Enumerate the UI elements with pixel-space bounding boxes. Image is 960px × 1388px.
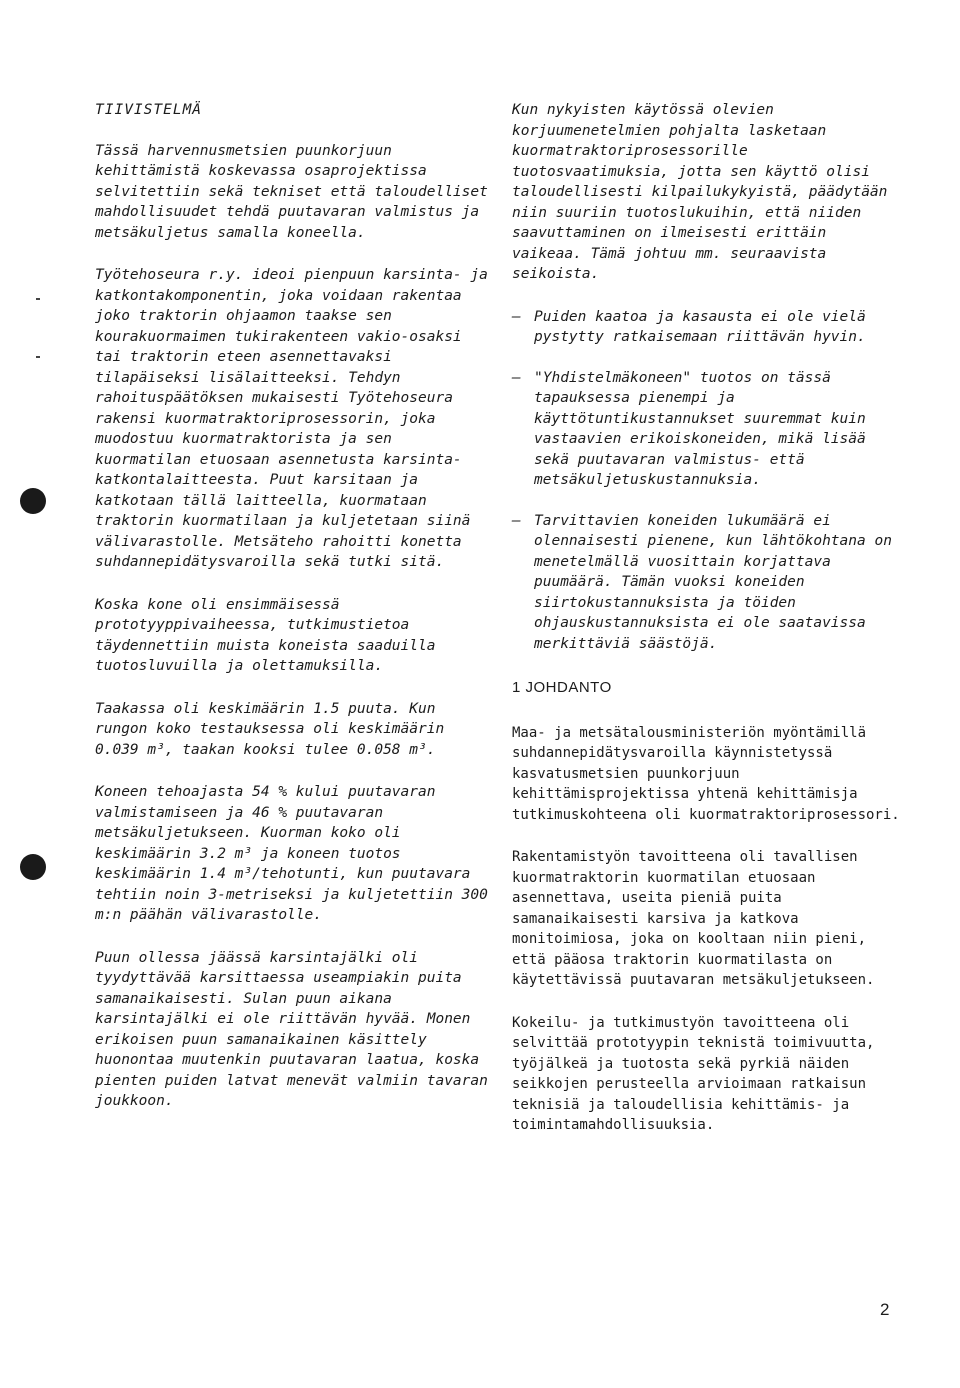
abstract-paragraph: Työtehoseura r.y. ideoi pienpuun karsinta- ja katkontakomponentin, joka voidaan rakentaa joko traktorin ohjaamon taakse sen kourakuormaimen tukirakenteen vakio-osaksi tai traktorin eteen asennettavaksi tilapäiseksi lisälaitteeksi. Tehdyn rahoituspäätöksen mukaisesti Työtehoseura rakensi kuormatraktoriprosessorin, joka muodostuu kuormatraktorista ja sen kuormatilan etuosaan asennetusta karsinta-katkontalaitteesta. Puut karsitaan ja katkotaan tällä laitteella, kuormataan traktorin kuormatilaan ja kuljetetaan siinä välivarastolle. Metsäteho rahoitti konetta suhdannepidätysvaroilla sekä tutki sitä. (95, 267, 497, 570)
dash-bullet: – (512, 308, 521, 325)
abstract-paragraph: Taakassa oli keskimäärin 1.5 puuta. Kun rungon koko testauksessa oli keskimäärin 0.039 m³, taakan kooksi tulee 0.058 m³. (95, 700, 453, 758)
section-paragraph: Maa- ja metsätalousministeriön myöntämillä suhdannepidätysvaroilla käynnistetyssä kasvatusmetsien puunkorjuun kehittämisprojektissa yhtenä kehittämisja tutkimuskohteena oli kuormatraktoriprosessori. (512, 724, 900, 823)
dash-bullet: – (512, 369, 521, 386)
abstract-title: TIIVISTELMÄ (95, 102, 203, 118)
abstract-paragraph: Koska kone oli ensimmäisessä prototyyppivaiheessa, tutkimustietoa täydennettiin muista koneista saaduilla tuotosluvuilla ja olettamuksilla. (95, 596, 445, 674)
list-item (512, 368, 902, 491)
list-item-text: "Yhdistelmäkoneen" tuotos on tässä tapauksessa pienempi ja käyttötuntikustannukset suuremmat kuin vastaavien erikoiskoneiden, mikä lisää sekä puutavaran valmistus- että metsäkuljetuskustannuksia. (534, 369, 875, 488)
page-number: 2 (880, 1300, 890, 1319)
punch-hole-bottom (20, 854, 46, 880)
list-item (512, 511, 902, 655)
margin-mark (36, 298, 40, 300)
conclusion-paragraph: Kun nykyisten käytössä olevien korjuumenetelmien pohjalta lasketaan kuormatraktoriprosessorille tuotosvaatimuksia, jotta sen käyttö olisi taloudellisesti kilpailukykyistä, päädytään niin suuriin tuotoslukuihin, että niiden saavuttaminen on ilmeisesti erittäin vaikeaa. Tämä johtuu mm. seuraavista seikoista. (512, 102, 897, 282)
margin-mark (36, 356, 40, 358)
left-column (95, 100, 495, 1134)
section-heading: 1 JOHDANTO (512, 679, 612, 696)
list-item (512, 307, 902, 348)
dash-bullet: – (512, 512, 521, 529)
section-paragraph: Kokeilu- ja tutkimustyön tavoitteena oli selvittää prototyypin teknistä toimivuutta, työjälkeä ja tuotosta sekä pyrkiä näiden seikkojen perusteella arvioimaan ratkaisun teknisiä ja taloudellisia kehittämis- ja toimintamahdollisuuksia. (512, 1014, 883, 1133)
abstract-paragraph: Puun ollessa jäässä karsintajälki oli tyydyttävää karsittaessa useampiakin puita samanaikaisesti. Sulan puun aikana karsintajälki ei ole riittävän hyvää. Monen erikoisen puun samanaikainen käsittely huonontaa muutenkin puutavaran laatua, koska pienten puiden latvat menevät valmiin tavaran joukkoon. (95, 949, 497, 1109)
list-item-text: Tarvittavien koneiden lukumäärä ei olennaisesti pienene, kun lähtökohtana on menetelmällä vuosittain korjattava puumäärä. Tämän vuoksi koneiden siirtokustannuksista ja töiden ohjauskustannuksista ei ole saatavissa merkittäviä säästöjä. (534, 512, 901, 652)
right-column (512, 100, 902, 1158)
punch-hole-top (20, 488, 46, 514)
abstract-paragraph: Koneen tehoajasta 54 % kului puutavaran valmistamiseen ja 46 % puutavaran metsäkuljetukseen. Kuorman koko oli keskimäärin 3.2 m³ ja koneen tuotos keskimäärin 1.4 m³/tehotunti, kun puutavara tehtiin noin 3-metriseksi ja kuljetettiin 300 m:n päähän välivarastolle. (95, 784, 497, 923)
list-item-text: Puiden kaatoa ja kasausta ei ole vielä pystytty ratkaisemaan riittävän hyvin. (534, 308, 875, 345)
abstract-paragraph: Tässä harvennusmetsien puunkorjuun kehittämistä koskevassa osaprojektissa selvitettiin sekä tekniset että taloudelliset mahdollisuudet tehdä puutavaran valmistus ja metsäkuljetus samalla koneella. (95, 142, 497, 241)
section-paragraph: Rakentamistyön tavoitteena oli tavallisen kuormatraktorin kuormatilan etuosaan asennettava, useita pieniä puita samanaikaisesti karsiva ja katkova monitoimiosa, joka on kooltaan niin pieni, että pääosa traktorin kuormatilasta on käytettävissä puutavaran metsäkuljetukseen. (512, 849, 875, 988)
